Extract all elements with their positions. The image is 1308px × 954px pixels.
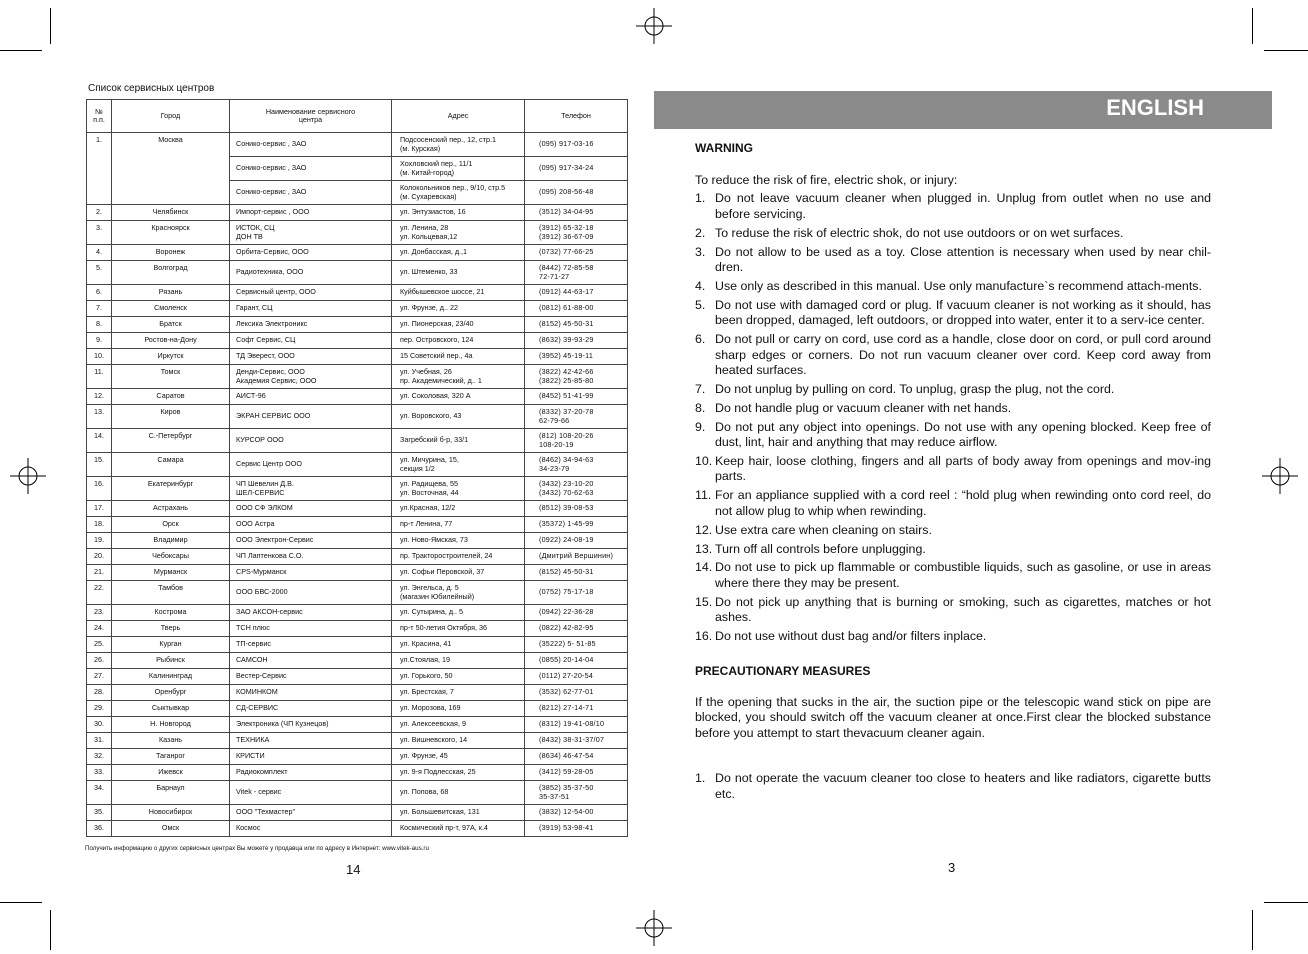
- table-row: [87, 669, 628, 685]
- row-number: 25.: [87, 637, 112, 653]
- table-row: [87, 621, 628, 637]
- list-item-text: Do not allow to be used as a toy. Close attention is necessary when used by near chil-dren.: [715, 244, 1211, 275]
- row-address: ул. Мичурина, 15, секция 1/2: [392, 453, 525, 477]
- list-item-number: 11.: [695, 488, 712, 503]
- row-address: ул. 9-я Подлесская, 25: [392, 765, 525, 781]
- row-phone: (3852) 35-37-50 35-37-51: [525, 781, 628, 805]
- row-phone: (8462) 34-94-63 34-23-79: [525, 453, 628, 477]
- row-number: 19.: [87, 533, 112, 549]
- row-number: 7.: [87, 301, 112, 317]
- row-phone: (0912) 44-63-17: [525, 285, 628, 301]
- list-item-text: Do not handle plug or vacuum cleaner with net hands.: [715, 400, 1012, 415]
- row-service-name: САМСОН: [230, 653, 392, 669]
- list-item: [695, 771, 1211, 802]
- row-city: Екатеринбург: [112, 477, 230, 501]
- list-item-text: Keep hair, loose clothing, fingers and all parts of body away from openings and mov-ing parts.: [715, 454, 1211, 484]
- row-city: Ростов-на-Дону: [112, 333, 230, 349]
- row-address: ул. Софьи Перовской, 37: [392, 565, 525, 581]
- list-item: [695, 488, 1211, 519]
- row-phone: (812) 108-20-26 108-20-19: [525, 429, 628, 453]
- list-item: [695, 401, 1211, 416]
- row-phone: (8632) 39-93-29: [525, 333, 628, 349]
- row-number: 16.: [87, 477, 112, 501]
- row-phone: (3532) 62-77-01: [525, 685, 628, 701]
- row-city: Калининград: [112, 669, 230, 685]
- list-item-text: Do not use to pick up flammable or combustible liquids, such as gasoline, or use in areas where there they may be present.: [715, 560, 1211, 590]
- row-address: Колокольников пер., 9/10, стр.5 (м. Сухаревская): [392, 181, 525, 205]
- row-service-name: КОМИНКОМ: [230, 685, 392, 701]
- table-row: [87, 685, 628, 701]
- list-item-text: To reduse the risk of electric shok, do not use outdoors or on wet surfaces.: [715, 225, 1124, 240]
- table-row: [87, 245, 628, 261]
- list-item: [695, 454, 1211, 485]
- precaution-heading: PRECAUTIONARY MEASURES: [695, 663, 871, 678]
- list-item-text: Turn off all controls before unplugging.: [715, 541, 926, 556]
- table-row: [87, 533, 628, 549]
- row-service-name: ЧП Лаптенкова С.О.: [230, 549, 392, 565]
- table-header-row: [87, 100, 628, 133]
- row-number: 1.: [87, 133, 112, 205]
- language-label: ENGLISH: [1106, 95, 1204, 120]
- row-phone: (35222) 5- 51-85: [525, 637, 628, 653]
- row-city: Омск: [112, 821, 230, 837]
- row-number: 4.: [87, 245, 112, 261]
- row-city: Сыктывкар: [112, 701, 230, 717]
- list-item-number: 4.: [695, 278, 706, 293]
- row-service-name: КУРСОР ООО: [230, 429, 392, 453]
- list-item-text: Do not unplug by pulling on cord. To unplug, grasp the plug, not the cord.: [715, 381, 1115, 396]
- row-address: пер. Островского, 124: [392, 333, 525, 349]
- row-address: ул. Учебная, 26 пр. Академический, д.. 1: [392, 365, 525, 389]
- row-service-name: ЧП Шевелин Д.В. ШЕЛ-СЕРВИС: [230, 477, 392, 501]
- row-city: Кострома: [112, 605, 230, 621]
- row-city: Орск: [112, 517, 230, 533]
- table-row: [87, 581, 628, 605]
- row-address: ул. Ленина, 28 ул. Кольцевая,12: [392, 221, 525, 245]
- row-number: 24.: [87, 621, 112, 637]
- row-service-name: Гарант, СЦ: [230, 301, 392, 317]
- row-city: Барнаул: [112, 781, 230, 805]
- row-number: 28.: [87, 685, 112, 701]
- row-service-name: ООО "Техмастер": [230, 805, 392, 821]
- table-row: [87, 205, 628, 221]
- table-row: [87, 805, 628, 821]
- right-page: [654, 0, 1308, 954]
- table-row: [87, 301, 628, 317]
- row-phone: (8152) 45-50-31: [525, 317, 628, 333]
- col-header-city: Город: [112, 100, 230, 133]
- row-service-name: Вестер-Сервис: [230, 669, 392, 685]
- row-city: Рыбинск: [112, 653, 230, 669]
- row-number: 12.: [87, 389, 112, 405]
- row-service-name: ИСТОК, СЦ ДОН ТВ: [230, 221, 392, 245]
- page-number: 14: [346, 862, 361, 877]
- row-city: Томск: [112, 365, 230, 389]
- list-item-number: 10.: [695, 454, 713, 468]
- row-number: 31.: [87, 733, 112, 749]
- row-service-name: Vitek - сервис: [230, 781, 392, 805]
- row-number: 36.: [87, 821, 112, 837]
- row-service-name: ООО Электрон-Сервис: [230, 533, 392, 549]
- table-row: [87, 333, 628, 349]
- table-row: [87, 701, 628, 717]
- row-address: ул. Фрунзе, д.. 22: [392, 301, 525, 317]
- warning-intro: To reduce the risk of fire, electric shok, or injury:: [695, 173, 958, 187]
- list-item: [695, 560, 1211, 591]
- row-city: Москва: [112, 133, 230, 205]
- row-number: 33.: [87, 765, 112, 781]
- row-city: Самара: [112, 453, 230, 477]
- row-city: Саратов: [112, 389, 230, 405]
- col-header-phone: Телефон: [525, 100, 628, 133]
- list-item-number: 1.: [695, 191, 706, 206]
- row-phone: (0812) 61-88-00: [525, 301, 628, 317]
- row-number: 13.: [87, 405, 112, 429]
- row-phone: (8152) 45-50-31: [525, 565, 628, 581]
- row-service-name: Орбита-Сервис, ООО: [230, 245, 392, 261]
- row-number: 15.: [87, 453, 112, 477]
- service-centers-title: Список сервисных центров: [88, 83, 215, 94]
- row-service-name: Радиотехника, ООО: [230, 261, 392, 285]
- row-city: Тверь: [112, 621, 230, 637]
- table-row: [87, 733, 628, 749]
- row-number: 20.: [87, 549, 112, 565]
- row-service-name: Сонико-сервис , ЗАО: [230, 181, 392, 205]
- row-address: ул. Радищева, 55 ул. Восточная, 44: [392, 477, 525, 501]
- table-row: [87, 133, 628, 157]
- row-number: 14.: [87, 429, 112, 453]
- row-address: ул. Энгельса, д. 5 (магазин Юбилейный): [392, 581, 525, 605]
- row-number: 35.: [87, 805, 112, 821]
- row-number: 32.: [87, 749, 112, 765]
- warning-heading: WARNING: [695, 141, 753, 155]
- precaution-text: If the opening that sucks in the air, the suction pipe or the telescopic wand stick on pipe are blocked, you should switch off the vacuum cleaner at once.First clear the blocked substance before you attempt to start thevacuum cleaner again.: [695, 694, 1211, 740]
- table-row: [87, 765, 628, 781]
- list-item-number: 9.: [695, 419, 706, 434]
- row-address: 15 Советский пер., 4а: [392, 349, 525, 365]
- row-address: ул. Алексеевская, 9: [392, 717, 525, 733]
- row-address: ул. Пионерская, 23/40: [392, 317, 525, 333]
- row-number: 5.: [87, 261, 112, 285]
- list-item: [695, 279, 1211, 294]
- row-service-name: ТД Эверест, ООО: [230, 349, 392, 365]
- row-address: пр. Тракторостроителей, 24: [392, 549, 525, 565]
- row-phone: (0112) 27-20-54: [525, 669, 628, 685]
- list-item: [695, 191, 1211, 222]
- row-number: 8.: [87, 317, 112, 333]
- row-phone: (095) 208-56-48: [525, 181, 628, 205]
- row-city: Братск: [112, 317, 230, 333]
- table-row: [87, 429, 628, 453]
- list-item: [695, 595, 1211, 626]
- table-row: [87, 637, 628, 653]
- row-address: ул. Штеменко, 33: [392, 261, 525, 285]
- table-row: [87, 501, 628, 517]
- row-phone: (8634) 46-47-54: [525, 749, 628, 765]
- table-row: [87, 349, 628, 365]
- row-phone: (3512) 34-04-95: [525, 205, 628, 221]
- list-item-text: Do not put any object into openings. Do not use with any opening blocked. Keep free of dust, lint, hair and anything that may reduce airflow.: [715, 419, 1211, 450]
- row-city: С.-Петербург: [112, 429, 230, 453]
- row-phone: (8442) 72-85-58 72-71-27: [525, 261, 628, 285]
- row-address: Подсосенский пер., 12, стр.1 (м. Курская): [392, 133, 525, 157]
- row-address: Куйбышевское шоссе, 21: [392, 285, 525, 301]
- list-item: [695, 523, 1211, 538]
- row-phone: (3412) 59-28-05: [525, 765, 628, 781]
- row-number: 21.: [87, 565, 112, 581]
- table-row: [87, 821, 628, 837]
- row-number: 30.: [87, 717, 112, 733]
- list-item-text: Do not pick up anything that is burning or smoking, such as cigarettes, matches or hot ashes.: [715, 594, 1211, 625]
- row-number: 29.: [87, 701, 112, 717]
- row-address: ул. Попова, 68: [392, 781, 525, 805]
- row-city: Владимир: [112, 533, 230, 549]
- table-row: [87, 389, 628, 405]
- row-number: 27.: [87, 669, 112, 685]
- row-address: ул. Ново-Ямская, 73: [392, 533, 525, 549]
- row-service-name: Космос: [230, 821, 392, 837]
- row-phone: (8332) 37-20-78 62-79-66: [525, 405, 628, 429]
- row-number: 10.: [87, 349, 112, 365]
- list-item-number: 14.: [695, 560, 713, 575]
- row-address: пр-т 50-летия Октября, 36: [392, 621, 525, 637]
- row-number: 18.: [87, 517, 112, 533]
- list-item: [695, 420, 1211, 451]
- table-row: [87, 549, 628, 565]
- row-phone: (35372) 1-45-99: [525, 517, 628, 533]
- row-service-name: Радиокомплект: [230, 765, 392, 781]
- row-address: ул. Горького, 50: [392, 669, 525, 685]
- row-address: ул. Соколовая, 320 А: [392, 389, 525, 405]
- row-address: ул. Вишневского, 14: [392, 733, 525, 749]
- row-service-name: Денди-Сервис, ООО Академия Сервис, ООО: [230, 365, 392, 389]
- table-row: [87, 365, 628, 389]
- row-phone: (0732) 77-66-25: [525, 245, 628, 261]
- instructions-content: [695, 140, 1211, 806]
- row-number: 3.: [87, 221, 112, 245]
- row-phone: (8432) 38-31-37/07: [525, 733, 628, 749]
- row-address: Хохловский пер., 11/1 (м. Китай-город): [392, 157, 525, 181]
- list-item-text: Do not use without dust bag and/or filters inplace.: [715, 629, 987, 644]
- list-item: [695, 382, 1211, 397]
- row-phone: (8212) 27-14-71: [525, 701, 628, 717]
- row-service-name: Сервисный центр, ООО: [230, 285, 392, 301]
- list-item: [695, 226, 1211, 241]
- row-address: Загребский б-р, 33/1: [392, 429, 525, 453]
- row-phone: (8512) 39-08-53: [525, 501, 628, 517]
- row-city: Новосибирск: [112, 805, 230, 821]
- row-city: Курган: [112, 637, 230, 653]
- row-number: 23.: [87, 605, 112, 621]
- col-header-address: Адрес: [392, 100, 525, 133]
- row-service-name: ЗАО АКСОН-сервис: [230, 605, 392, 621]
- table-row: [87, 565, 628, 581]
- row-service-name: ООО Астра: [230, 517, 392, 533]
- footnote: Получить информацию о других сервисных центрах Вы можете у продавца или по адресу в Интернет: www.vitek-aus.ru: [85, 845, 429, 852]
- list-item: [695, 332, 1211, 378]
- row-number: 11.: [87, 365, 112, 389]
- list-item-number: 16.: [695, 629, 713, 644]
- col-header-name: Наименование сервисного центра: [230, 100, 392, 133]
- row-number: 26.: [87, 653, 112, 669]
- row-city: Рязань: [112, 285, 230, 301]
- list-item-number: 1.: [695, 771, 706, 786]
- row-phone: (0822) 42-82-95: [525, 621, 628, 637]
- row-city: Н. Новгород: [112, 717, 230, 733]
- row-phone: (0942) 22-36-28: [525, 605, 628, 621]
- row-number: 17.: [87, 501, 112, 517]
- row-city: Казань: [112, 733, 230, 749]
- list-item-text: Use only as described in this manual. Use only manufacture`s recommend attach-ments.: [715, 278, 1202, 293]
- table-row: [87, 517, 628, 533]
- warning-list: [695, 191, 1211, 644]
- row-address: ул. Донбасская, д.,1: [392, 245, 525, 261]
- row-phone: (3832) 12-54-00: [525, 805, 628, 821]
- list-item-number: 12.: [695, 522, 713, 537]
- row-service-name: Лексика Электроникс: [230, 317, 392, 333]
- row-address: ул.Красная, 12/2: [392, 501, 525, 517]
- row-service-name: СД-СЕРВИС: [230, 701, 392, 717]
- row-city: Красноярск: [112, 221, 230, 245]
- list-item-text: Use extra care when cleaning on stairs.: [715, 522, 932, 537]
- row-address: Космический пр-т, 97А, к.4: [392, 821, 525, 837]
- row-address: ул. Брестская, 7: [392, 685, 525, 701]
- row-number: 9.: [87, 333, 112, 349]
- row-phone: (3912) 65-32-18 (3912) 36-67-09: [525, 221, 628, 245]
- table-row: [87, 317, 628, 333]
- table-row: [87, 605, 628, 621]
- row-service-name: ТП-сервис: [230, 637, 392, 653]
- list-item-text: For an appliance supplied with a cord reel : “hold plug when rewinding onto cord reel, do not allow plug to whip when rewinding.: [715, 488, 1211, 518]
- table-row: [87, 221, 628, 245]
- list-item-number: 5.: [695, 297, 706, 312]
- row-phone: (095) 917-34-24: [525, 157, 628, 181]
- list-item-number: 7.: [695, 381, 706, 396]
- list-item: [695, 298, 1211, 329]
- table-row: [87, 717, 628, 733]
- row-service-name: CPS-Мурманск: [230, 565, 392, 581]
- list-item-number: 13.: [695, 541, 713, 556]
- row-address: ул. Воровского, 43: [392, 405, 525, 429]
- row-number: 22.: [87, 581, 112, 605]
- row-city: Тамбов: [112, 581, 230, 605]
- row-city: Таганрог: [112, 749, 230, 765]
- row-phone: (0752) 75-17-18: [525, 581, 628, 605]
- row-city: Челябинск: [112, 205, 230, 221]
- row-city: Ижевск: [112, 765, 230, 781]
- row-service-name: Импорт-сервис , ООО: [230, 205, 392, 221]
- table-row: [87, 749, 628, 765]
- row-service-name: ООО СФ ЭЛКОМ: [230, 501, 392, 517]
- row-city: Смоленск: [112, 301, 230, 317]
- table-row: [87, 405, 628, 429]
- row-address: пр-т Ленина, 77: [392, 517, 525, 533]
- row-city: Воронеж: [112, 245, 230, 261]
- row-service-name: КРИСТИ: [230, 749, 392, 765]
- row-number: 6.: [87, 285, 112, 301]
- row-city: Иркутск: [112, 349, 230, 365]
- page-number: 3: [948, 860, 956, 875]
- row-phone: (Дмитрий Вершинин): [525, 549, 628, 565]
- row-address: ул. Большевитская, 131: [392, 805, 525, 821]
- row-number: 2.: [87, 205, 112, 221]
- row-phone: (0855) 20-14-04: [525, 653, 628, 669]
- row-service-name: ЭКРАН СЕРВИС ООО: [230, 405, 392, 429]
- row-service-name: Сонико-сервис , ЗАО: [230, 157, 392, 181]
- row-address: ул. Красина, 41: [392, 637, 525, 653]
- list-item-text: Do not operate the vacuum cleaner too close to heaters and like radiators, cigarette butts etc.: [715, 771, 1211, 801]
- list-item-number: 3.: [695, 244, 706, 259]
- row-service-name: Софт Сервис, СЦ: [230, 333, 392, 349]
- language-header-bar: [654, 91, 1272, 129]
- row-service-name: ТСН плюс: [230, 621, 392, 637]
- row-city: Оренбург: [112, 685, 230, 701]
- row-city: Мурманск: [112, 565, 230, 581]
- list-item: [695, 542, 1211, 557]
- table-row: [87, 261, 628, 285]
- row-address: ул. Фрунзе, 45: [392, 749, 525, 765]
- row-phone: (3952) 45-19-11: [525, 349, 628, 365]
- row-service-name: ТЕХНИКА: [230, 733, 392, 749]
- row-address: ул. Сутырина, д.. 5: [392, 605, 525, 621]
- table-row: [87, 781, 628, 805]
- row-city: Киров: [112, 405, 230, 429]
- list-item-number: 6.: [695, 332, 706, 347]
- list-item-text: Do not leave vacuum cleaner when plugged in. Unplug from outlet when no use and before servicing.: [715, 191, 1211, 221]
- table-row: [87, 477, 628, 501]
- row-phone: (8312) 19-41-08/10: [525, 717, 628, 733]
- service-centers-table: [86, 99, 628, 837]
- table-row: [87, 285, 628, 301]
- table-row: [87, 653, 628, 669]
- row-phone: (095) 917-03-16: [525, 133, 628, 157]
- row-city: Чебоксары: [112, 549, 230, 565]
- list-item-number: 2.: [695, 225, 706, 240]
- row-service-name: Сонико-сервис , ЗАО: [230, 133, 392, 157]
- row-address: ул.Стоялая, 19: [392, 653, 525, 669]
- list-item-number: 15.: [695, 594, 713, 609]
- list-item-text: Do not pull or carry on cord, use cord as a handle, close door on cord, or pull cord around sharp edges or corners. Do not run vacuum cleaner over cord. Keep cord away from heated surfaces.: [715, 332, 1211, 377]
- list-item: [695, 245, 1211, 276]
- row-phone: (3822) 42-42-66 (3822) 25-85-80: [525, 365, 628, 389]
- precaution-list: [695, 771, 1211, 802]
- row-number: 34.: [87, 781, 112, 805]
- row-service-name: АИСТ-96: [230, 389, 392, 405]
- row-phone: (3919) 53-98-41: [525, 821, 628, 837]
- list-item-number: 8.: [695, 400, 706, 415]
- row-address: ул. Морозова, 169: [392, 701, 525, 717]
- row-phone: (0922) 24-08-19: [525, 533, 628, 549]
- table-row: [87, 453, 628, 477]
- row-phone: (8452) 51-41-99: [525, 389, 628, 405]
- col-header-number: № п.п.: [87, 100, 112, 133]
- list-item-text: Do not use with damaged cord or plug. If vacuum cleaner is not working as it should, has been dropped, damaged, left outdoors, or dropped into water, enter it to a serv-ice center.: [715, 297, 1211, 328]
- row-service-name: Сервис Центр ООО: [230, 453, 392, 477]
- row-service-name: ООО БВС-2000: [230, 581, 392, 605]
- row-city: Астрахань: [112, 501, 230, 517]
- row-phone: (3432) 23-10-20 (3432) 70-62-63: [525, 477, 628, 501]
- row-address: ул. Энтузиастов, 16: [392, 205, 525, 221]
- row-service-name: Электроника (ЧП Кузнецов): [230, 717, 392, 733]
- list-item: [695, 629, 1211, 644]
- row-city: Волгоград: [112, 261, 230, 285]
